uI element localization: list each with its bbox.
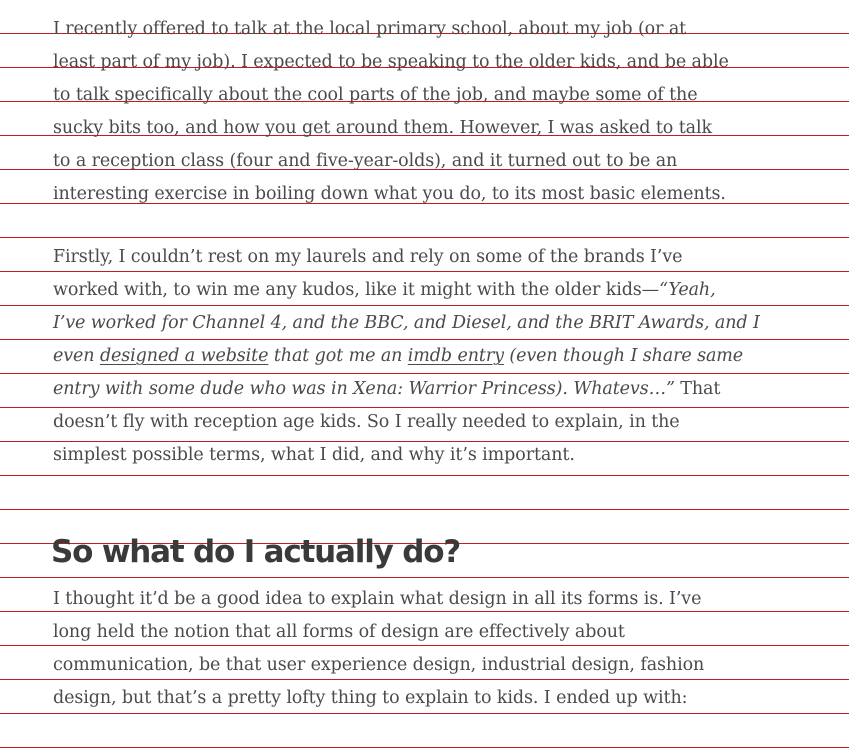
designed-website-link[interactable]: designed a website: [99, 346, 269, 366]
paragraph-line: interesting exercise in boiling down what you do, to its most basic elements.: [53, 184, 726, 204]
imdb-entry-link[interactable]: imdb entry: [407, 346, 504, 366]
paragraph-line: design, but that’s a pretty lofty thing to explain to kids. I ended up with:: [53, 688, 688, 708]
section-heading: So what do I actually do?: [51, 534, 461, 570]
paragraph-line: long held the notion that all forms of design are effectively about: [53, 622, 625, 642]
paragraph-line: [53, 373, 773, 406]
paragraph-text: That: [674, 379, 721, 399]
paragraph-text: worked with, to win me any kudos, like it might with the older kids—: [53, 280, 660, 300]
paragraph-line: communication, be that user experience design, industrial design, fashion: [53, 655, 705, 675]
paragraph-line: doesn’t fly with reception age kids. So I really needed to explain, in the: [53, 412, 680, 432]
intro-paragraph: [53, 13, 773, 211]
paragraph-line: I recently offered to talk at the local primary school, about my job (or at: [53, 19, 687, 39]
paragraph-line: [53, 340, 773, 373]
quote-text: [53, 346, 743, 366]
quote-text: I’ve worked for Channel 4, and the BBC, and Diesel, and the BRIT Awards, and I: [53, 313, 760, 333]
design-paragraph: [53, 583, 773, 715]
paragraph-line: least part of my job). I expected to be speaking to the older kids, and be able: [53, 52, 729, 72]
paragraph-line: simplest possible terms, what I did, and why it’s important.: [53, 445, 575, 465]
quote-fragment: even: [53, 346, 100, 366]
quote-fragment: that got me an: [268, 346, 408, 366]
paragraph-line: I thought it’d be a good idea to explain what design in all its forms is. I’ve: [53, 589, 702, 609]
paragraph-line: to a reception class (four and five-year-olds), and it turned out to be an: [53, 151, 678, 171]
paragraph-line: [53, 307, 773, 340]
paragraph-line: Firstly, I couldn’t rest on my laurels and rely on some of the brands I’ve: [53, 247, 683, 267]
quote-text: entry with some dude who was in Xena: Warrior Princess). Whatevs…”: [53, 379, 675, 399]
paragraph-line: [53, 274, 773, 307]
brands-paragraph: [53, 241, 773, 472]
quote-fragment: (even though I share same: [503, 346, 744, 366]
quote-text: “Yeah,: [659, 280, 716, 300]
paragraph-line: sucky bits too, and how you get around them. However, I was asked to talk: [53, 118, 712, 138]
paragraph-line: to talk specifically about the cool parts of the job, and maybe some of the: [53, 85, 698, 105]
